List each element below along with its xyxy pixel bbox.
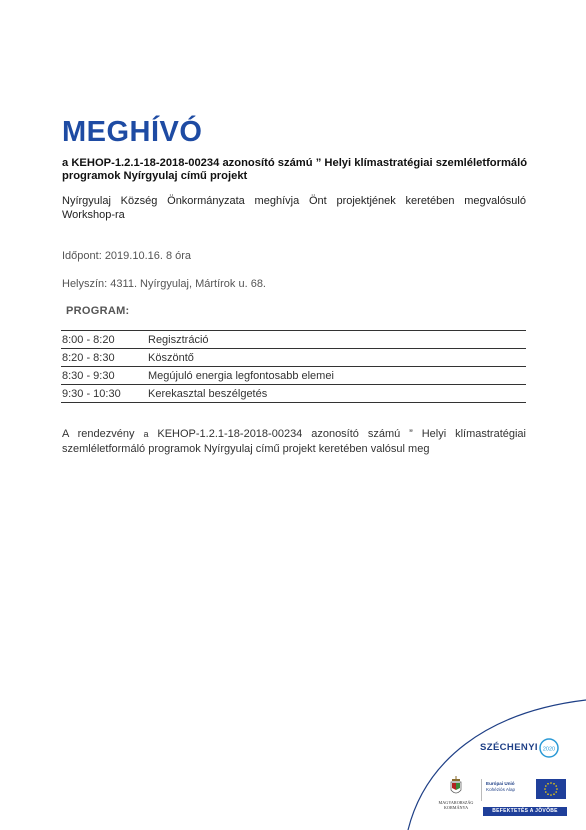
closing-rest: KEHOP-1.2.1-18-2018-00234 azonosító számú ” Helyi klímastratégiai szemléletformáló programok Nyírgyulaj című projekt keretében valósul meg [62,428,526,455]
program-item: Kerekasztal beszélgetés [147,385,526,403]
szechenyi-brand: SZÉCHENYI [480,742,538,753]
eu-star [555,785,557,787]
eu-banner: BEFEKTETÉS A JÖVŐBE [483,807,567,816]
event-location: Helyszín: 4311. Nyírgyulaj, Mártírok u. 68. [62,278,266,290]
government-line2: KORMÁNYA [443,805,469,810]
eu-line2: Kohéziós Alap [486,787,516,792]
eu-star [550,782,552,784]
intro-text: Nyírgyulaj Község Önkormányzata meghívja Önt projektjének keretében megvalósuló Workshop-ra [62,195,526,221]
program-time: 8:30 - 9:30 [61,367,147,385]
closing-prefix: A rendezvény [62,428,135,440]
eu-star [553,783,555,785]
program-time: 9:30 - 10:30 [61,385,147,403]
closing-article: a [143,429,149,439]
eu-star [550,794,552,796]
coat-of-arms-icon [447,775,465,799]
eu-line1: Európai Unió [486,781,515,786]
eu-star [544,788,546,790]
program-item: Megújuló energia legfontosabb elemei [147,367,526,385]
government-label [436,800,476,810]
eu-label [486,781,532,793]
program-item: Köszöntő [147,349,526,367]
project-subtitle: a KEHOP-1.2.1-18-2018-00234 azonosító számú ” Helyi klímastratégiai szemléletformáló programok Nyírgyulaj című projekt [62,157,528,182]
invitation-title: MEGHÍVÓ [62,116,203,148]
eu-star [547,793,549,795]
program-time: 8:00 - 8:20 [61,331,147,349]
brand-number: 2020 [542,746,556,753]
eu-star [555,791,557,793]
footer-divider [481,779,482,801]
eu-star [553,793,555,795]
eu-star [547,783,549,785]
eu-star [545,791,547,793]
government-line1: MAGYARORSZÁG [438,800,474,805]
program-heading: PROGRAM: [66,305,130,317]
event-time: Időpont: 2019.10.16. 8 óra [62,250,192,262]
eu-star [556,788,558,790]
location-pin-icon [538,738,560,760]
eu-flag-icon [536,779,566,799]
eu-star [545,785,547,787]
program-item: Regisztráció [147,331,526,349]
program-time: 8:20 - 8:30 [61,349,147,367]
